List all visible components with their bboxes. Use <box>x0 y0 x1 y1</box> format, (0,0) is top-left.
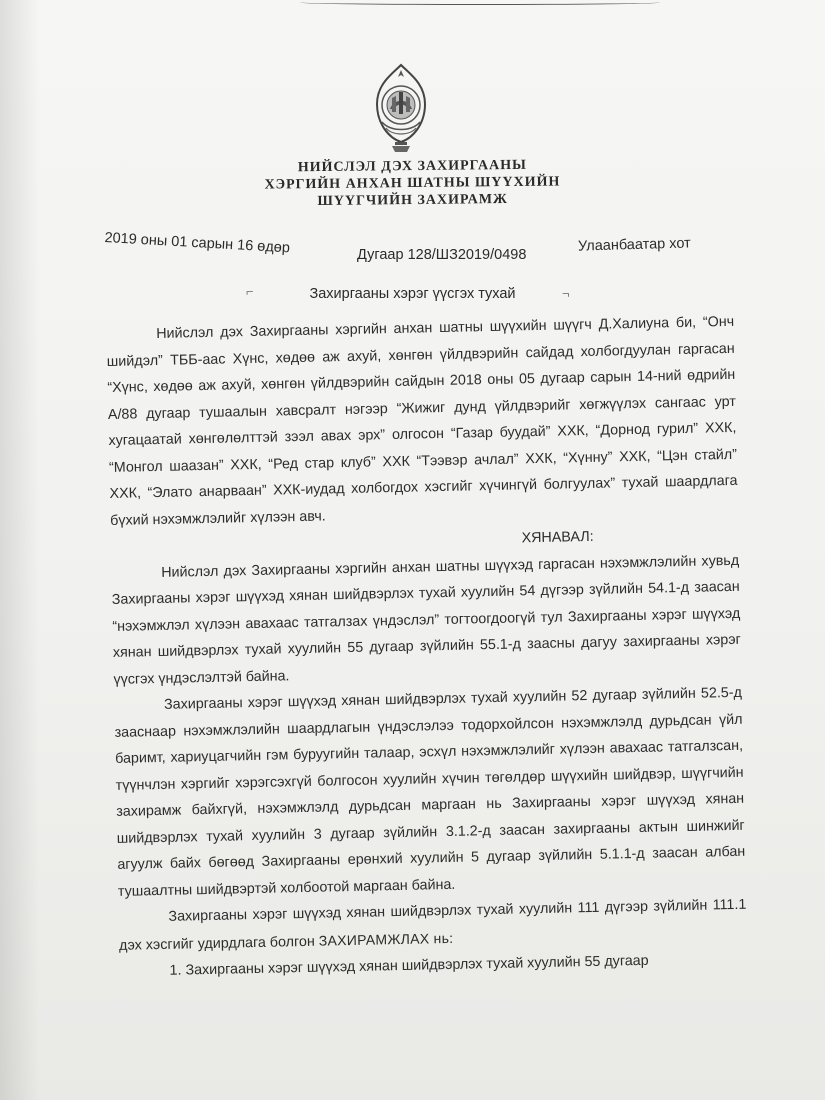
order-number: Дугаар 128/ШЗ2019/0498 <box>357 247 527 263</box>
order-date: 2019 оны 01 сарын 16 өдөр <box>104 230 291 257</box>
state-emblem-icon <box>368 62 434 154</box>
paragraph-intro: Нийслэл дэх Захиргааны хэргийн анхан шатны шүүхийн шүүгч Д.Халиуна би, “Онч шийдэл” ТББ-аас Хүнс, хөдөө аж ахуй, хөнгөн үйлдвэрийн сайдад холбогдуулан гаргасан “Хүнс, хөдөө аж ахуй, хөнгөн үйлдвэрийн сайдын 2018 оны 05 дугаар сарын 14-ний өдрийн А/88 дугаар тушаалын хавсралт нэгээр “Жижиг дунд үйлдвэрийг хөгжүүлэх сангаас урт хугацаатай хөнгөлөлттэй зээл авах эрх” олгосон “Газар буудай” ХХК, “Дорнод гурил” ХХК, “Монгол шаазан” ХХК, “Ред стар клуб” ХХК “Тээвэр ачлал” ХХК, “Хүнну” ХХК, “Цэн стайл” ХХК, “Элато анарваан” ХХК-иудад холбогдох хэсгийг хүчингүй болгуулах” тухай шаардлага бүхий нэхэмжлэлийг хүлээн авч. <box>106 313 738 529</box>
paragraph-review-1: Нийслэл дэх Захиргааны хэргийн анхан шатны шүүхэд гаргасан нэхэмжлэлийн хувьд Захиргааны хэрэг шүүхэд хянан шийдвэрлэх тухай хуулийн 54 дүгээр зүйлийн 54.1-д заасан “нэхэмжлэл хүлээн авахаас татгалзах үндэслэл” тогтоогдоогүй тул Захиргааны хэрэг шүүхэд хянан шийдвэрлэх тухай хуулийн 55 дугаар зүйлийн 55.1-д заасны дагуу захиргааны хэрэг үүсгэх үндэслэлтэй байна. <box>111 552 741 688</box>
court-header <box>0 154 825 214</box>
order-city: Улаанбаатар хот <box>577 235 691 255</box>
header-line-2: ХЭРГИЙН АНХАН ШАТНЫ ШҮҮХИЙН <box>264 174 561 193</box>
header-line-1: НИЙСЛЭЛ ДЭХ ЗАХИРГААНЫ <box>297 157 527 176</box>
corner-bracket-left: ⌐ <box>246 284 254 299</box>
corner-bracket-right: ¬ <box>562 286 570 301</box>
ruling-item-1: 1. Захиргааны хэрэг шүүхэд хянан шийдвэрлэх тухай хуулийн 55 дугаар <box>169 952 649 979</box>
header-line-3: ШҮҮГЧИЙН ЗАХИРАМЖ <box>317 192 508 209</box>
paragraph-review-2: Захиргааны хэрэг шүүхэд хянан шийдвэрлэх тухай хуулийн 52 дугаар зүйлийн 52.5-д зааснаар нэхэмжлэлийн шаардлагын үндэслэлээ тодорхойлсон нэхэмжлэлд дурьдсан үйл баримт, хариуцагчийн гэм буруугийн талаар, эсхүл нэхэмжлэлийг хүлээн авахаас татгалзсан, түүнчлэн хэргийг хэрэгсэхгүй болгосон хуулийн хүчин төгөлдөр шүүхийн шийдвэр, шүүгчийн захирамж байхгүй, нэхэмжлэлд дурьдсан маргаан нь Захиргааны хэрэг шүүхэд хянан шийдвэрлэх тухай хуулийн 3 дугаар зүйлийн 3.1.2-д заасан захиргааны актын шинжийг агуулж байх бөгөөд Захиргааны ерөнхий хуулийн 5 дугаар зүйлийн 5.1.1-д заасан албан тушаалтны шийдвэртэй холбоотой маргаан байна. <box>114 684 746 900</box>
section-heading: ХЯНАВАЛ: <box>521 528 594 547</box>
order-body <box>106 309 748 986</box>
order-subject: Захиргааны хэрэг үүсгэх тухай <box>309 286 516 302</box>
ruling-text: Захиргааны хэрэг шүүхэд хянан шийдвэрлэх тухай хуулийн 111 дүгээр зүйлийн 111.1 дэх хэсгийг удирдлага болгон <box>118 896 747 954</box>
page-top-edge <box>300 0 660 5</box>
ruling-caps: ЗАХИРАМЖЛАХ нь: <box>318 929 454 949</box>
